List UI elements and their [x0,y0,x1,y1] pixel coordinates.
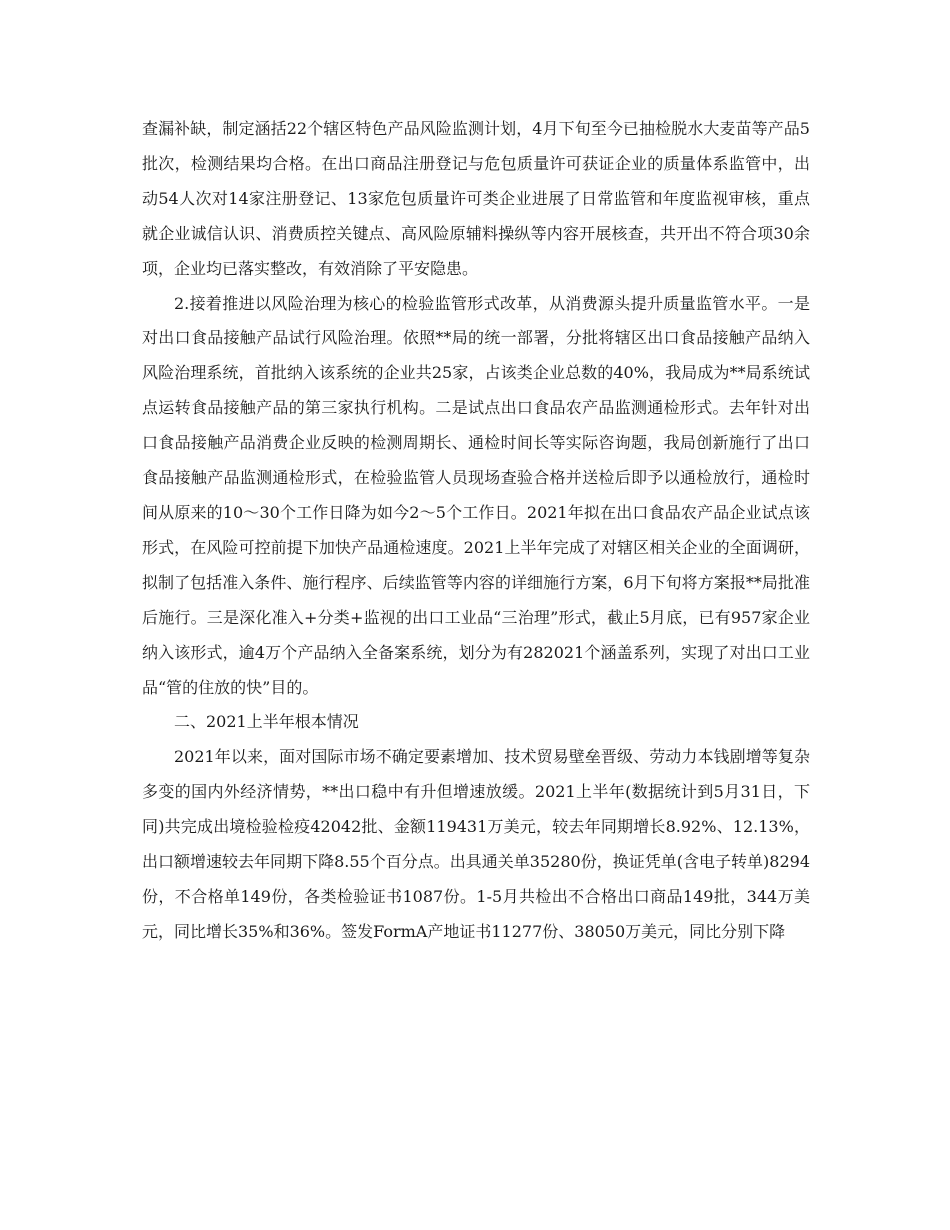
section-heading-basic-situation: 二、2021上半年根本情况 [174,712,359,732]
paragraph-inspection-reform: 2.接着推进以风险治理为核心的检验监管形式改革，从消费源头提升质量监管水平。一是对出口食品接触产品试行风险治理。依照**局的统一部署，分批将辖区出口食品接触产品纳入风险治理系统，首批纳入该系统的企业共25家，占该类企业总数的40%，我局成为**局系统试点运转食品接触产品的第三家执行机构。二是试点出口食品农产品监测通检形式。去年针对出口食品接触产品消费企业反映的检测周期长、通检时间长等实际咨询题，我局创新施行了出口食品接触产品监测通检形式，在检验监管人员现场查验合格并送检后即予以通检放行，通检时间从原来的10～30个工作日降为如今2～5个工作日。2021年拟在出口食品农产品企业试点该形式，在风险可控前提下加快产品通检速度。2021上半年完成了对辖区相关企业的全面调研，拟制了包括准入条件、施行程序、后续监管等内容的详细施行方案，6月下旬将方案报**局批准后施行。三是深化准入+分类+监视的出口工业品“三治理”形式，截止5月底，已有957家企业纳入该形式，逾4万个产品纳入全备案系统，划分为有282021个涵盖系列，实现了对出口工业品“管的住放的快”目的。 [142,293,810,697]
paragraph-continuation: 查漏补缺，制定涵括22个辖区特色产品风险监测计划，4月下旬至今已抽检脱水大麦苗等产品5批次，检测结果均合格。在出口商品注册登记与危包质量许可获证企业的质量体系监管中，出动54人次对14家注册登记、13家危包质量许可类企业进展了日常监管和年度监视审核，重点就企业诚信认识、消费质控关键点、高风险原辅料操纵等内容开展核查，共开出不符合项30余项，企业均已落实整改，有效消除了平安隐患。 [142,119,810,278]
paragraph-export-statistics: 2021年以来，面对国际市场不确定要素增加、技术贸易壁垒晋级、劳动力本钱剧增等复杂多变的国内外经济情势，**出口稳中有升但增速放缓。2021上半年(数据统计到5月31日，下同)共完成出境检验检疫42042批、金额119431万美元，较去年同期增长8.92%、12.13%，出口额增速较去年同期下降8.55个百分点。出具通关单35280份，换证凭单(含电子转单)8294份，不合格单149份，各类检验证书1087份。1-5月共检出不合格出口商品149批，344万美元，同比增长35%和36%。签发FormA产地证书11277份、38050万美元，同比分别下降 [142,747,810,941]
document-body [142,112,810,950]
